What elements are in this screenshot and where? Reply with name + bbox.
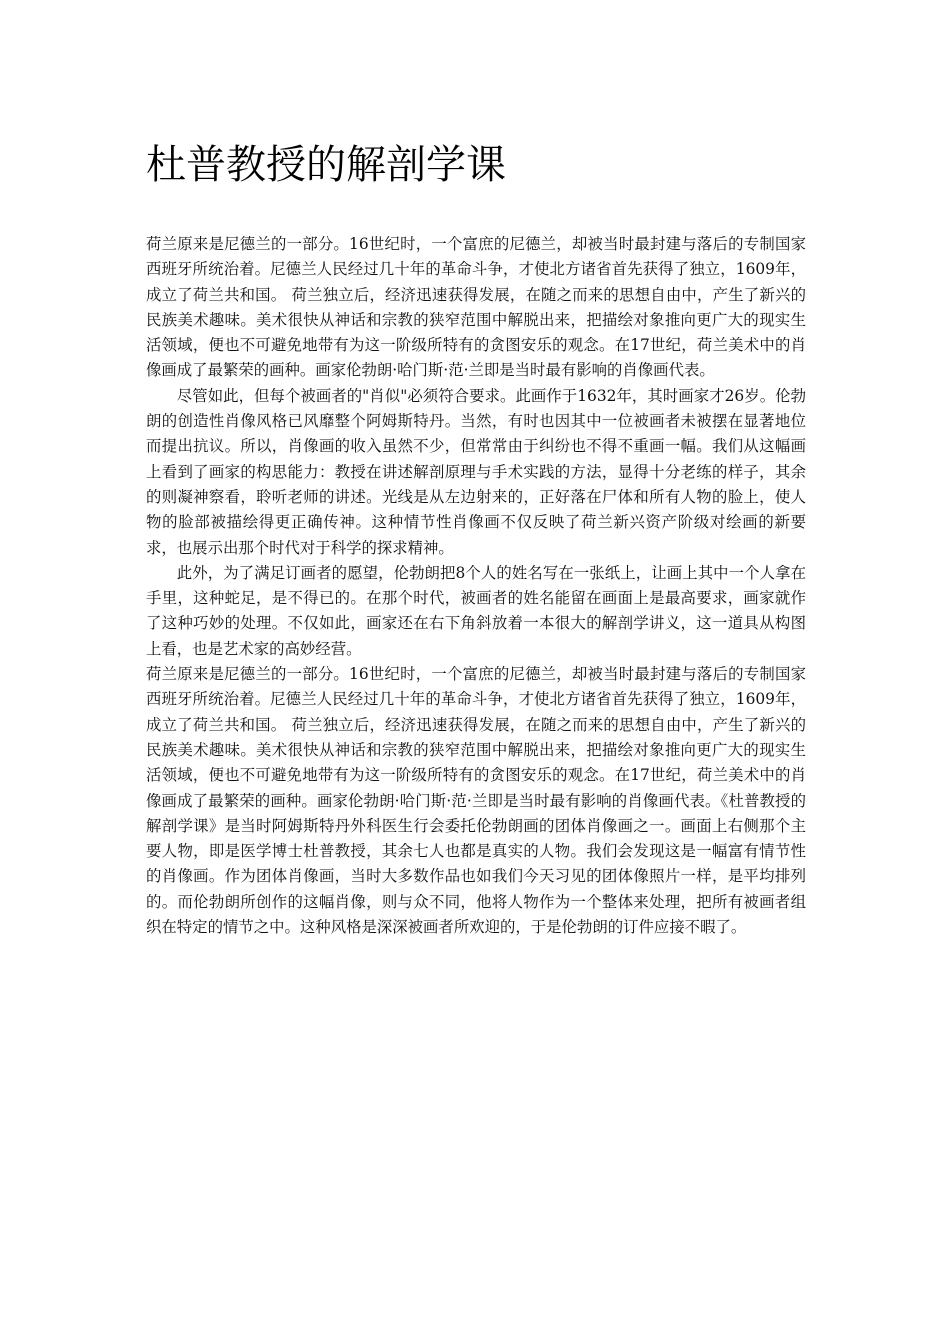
paragraph-3: 此外，为了满足订画者的愿望，伦勃朗把8个人的姓名写在一张纸上，让画上其中一个人拿在手里，这种蛇足，是不得已的。在那个时代，被画者的姓名能留在画面上是最高要求，画家就作了这种巧妙的处理。不仅如此，画家还在右下角斜放着一本很大的解剖学讲义，这一道具从构图上看，也是艺术家的高妙经营。 (146, 563, 806, 658)
paragraph-1: 荷兰原来是尼德兰的一部分。16世纪时，一个富庶的尼德兰，却被当时最封建与落后的专制国家西班牙所统治着。尼德兰人民经过几十年的革命斗争，才使北方诸省首先获得了独立，1609年，成立了荷兰共和国。 荷兰独立后，经济迅速获得发展，在随之而来的思想自由中，产生了新兴的民族美术趣味。美术很快从神话和宗教的狭窄范围中解脱出来，把描绘对象推向更广大的现实生活领域，便也不可避免地带有为这一阶级所特有的贪图安乐的观念。在17世纪，荷兰美术中的肖像画成了最繁荣的画种。画家伦勃朗·哈门斯·范·兰即是当时最有影响的肖像画代表。 (146, 235, 806, 380)
document-title: 杜普教授的解剖学课 (146, 142, 506, 188)
paragraph-2: 尽管如此，但每个被画者的"肖似"必须符合要求。此画作于1632年，其时画家才26岁。伦勃朗的创造性肖像风格已风靡整个阿姆斯特丹。当然，有时也因其中一位被画者未被摆在显著地位而提出抗议。所以，肖像画的收入虽然不少，但常常由于纠纷也不得不重画一幅。我们从这幅画上看到了画家的构思能力：教授在讲述解剖原理与手术实践的方法，显得十分老练的样子，其余的则凝神察看，聆听老师的讲述。光线是从左边射来的，正好落在尸体和所有人物的脸上，使人物的脸部被描绘得更正确传神。这种情节性肖像画不仅反映了荷兰新兴资产阶级对绘画的新要求，也展示出那个时代对于科学的探求精神。 (146, 386, 806, 557)
paragraph-4: 荷兰原来是尼德兰的一部分。16世纪时，一个富庶的尼德兰，却被当时最封建与落后的专制国家西班牙所统治着。尼德兰人民经过几十年的革命斗争，才使北方诸省首先获得了独立，1609年，成立了荷兰共和国。 荷兰独立后，经济迅速获得发展，在随之而来的思想自由中，产生了新兴的民族美术趣味。美术很快从神话和宗教的狭窄范围中解脱出来，把描绘对象推向更广大的现实生活领域，便也不可避免地带有为这一阶级所特有的贪图安乐的观念。在17世纪，荷兰美术中的肖像画成了最繁荣的画种。画家伦勃朗·哈门斯·范·兰即是当时最有影响的肖像画代表。《杜普教授的解剖学课》是当时阿姆斯特丹外科医生行会委托伦勃朗画的团体肖像画之一。画面上右侧那个主要人物，即是医学博士杜普教授，其余七人也都是真实的人物。我们会发现这是一幅富有情节性的肖像画。作为团体肖像画，当时大多数作品也如我们今天习见的团体像照片一样，是平均排列的。而伦勃朗所创作的这幅肖像，则与众不同，他将人物作为一个整体来处理，把所有被画者组织在特定的情节之中。这种风格是深深被画者所欢迎的，于是伦勃朗的订件应接不暇了。 (146, 665, 806, 937)
document-page (146, 136, 806, 940)
